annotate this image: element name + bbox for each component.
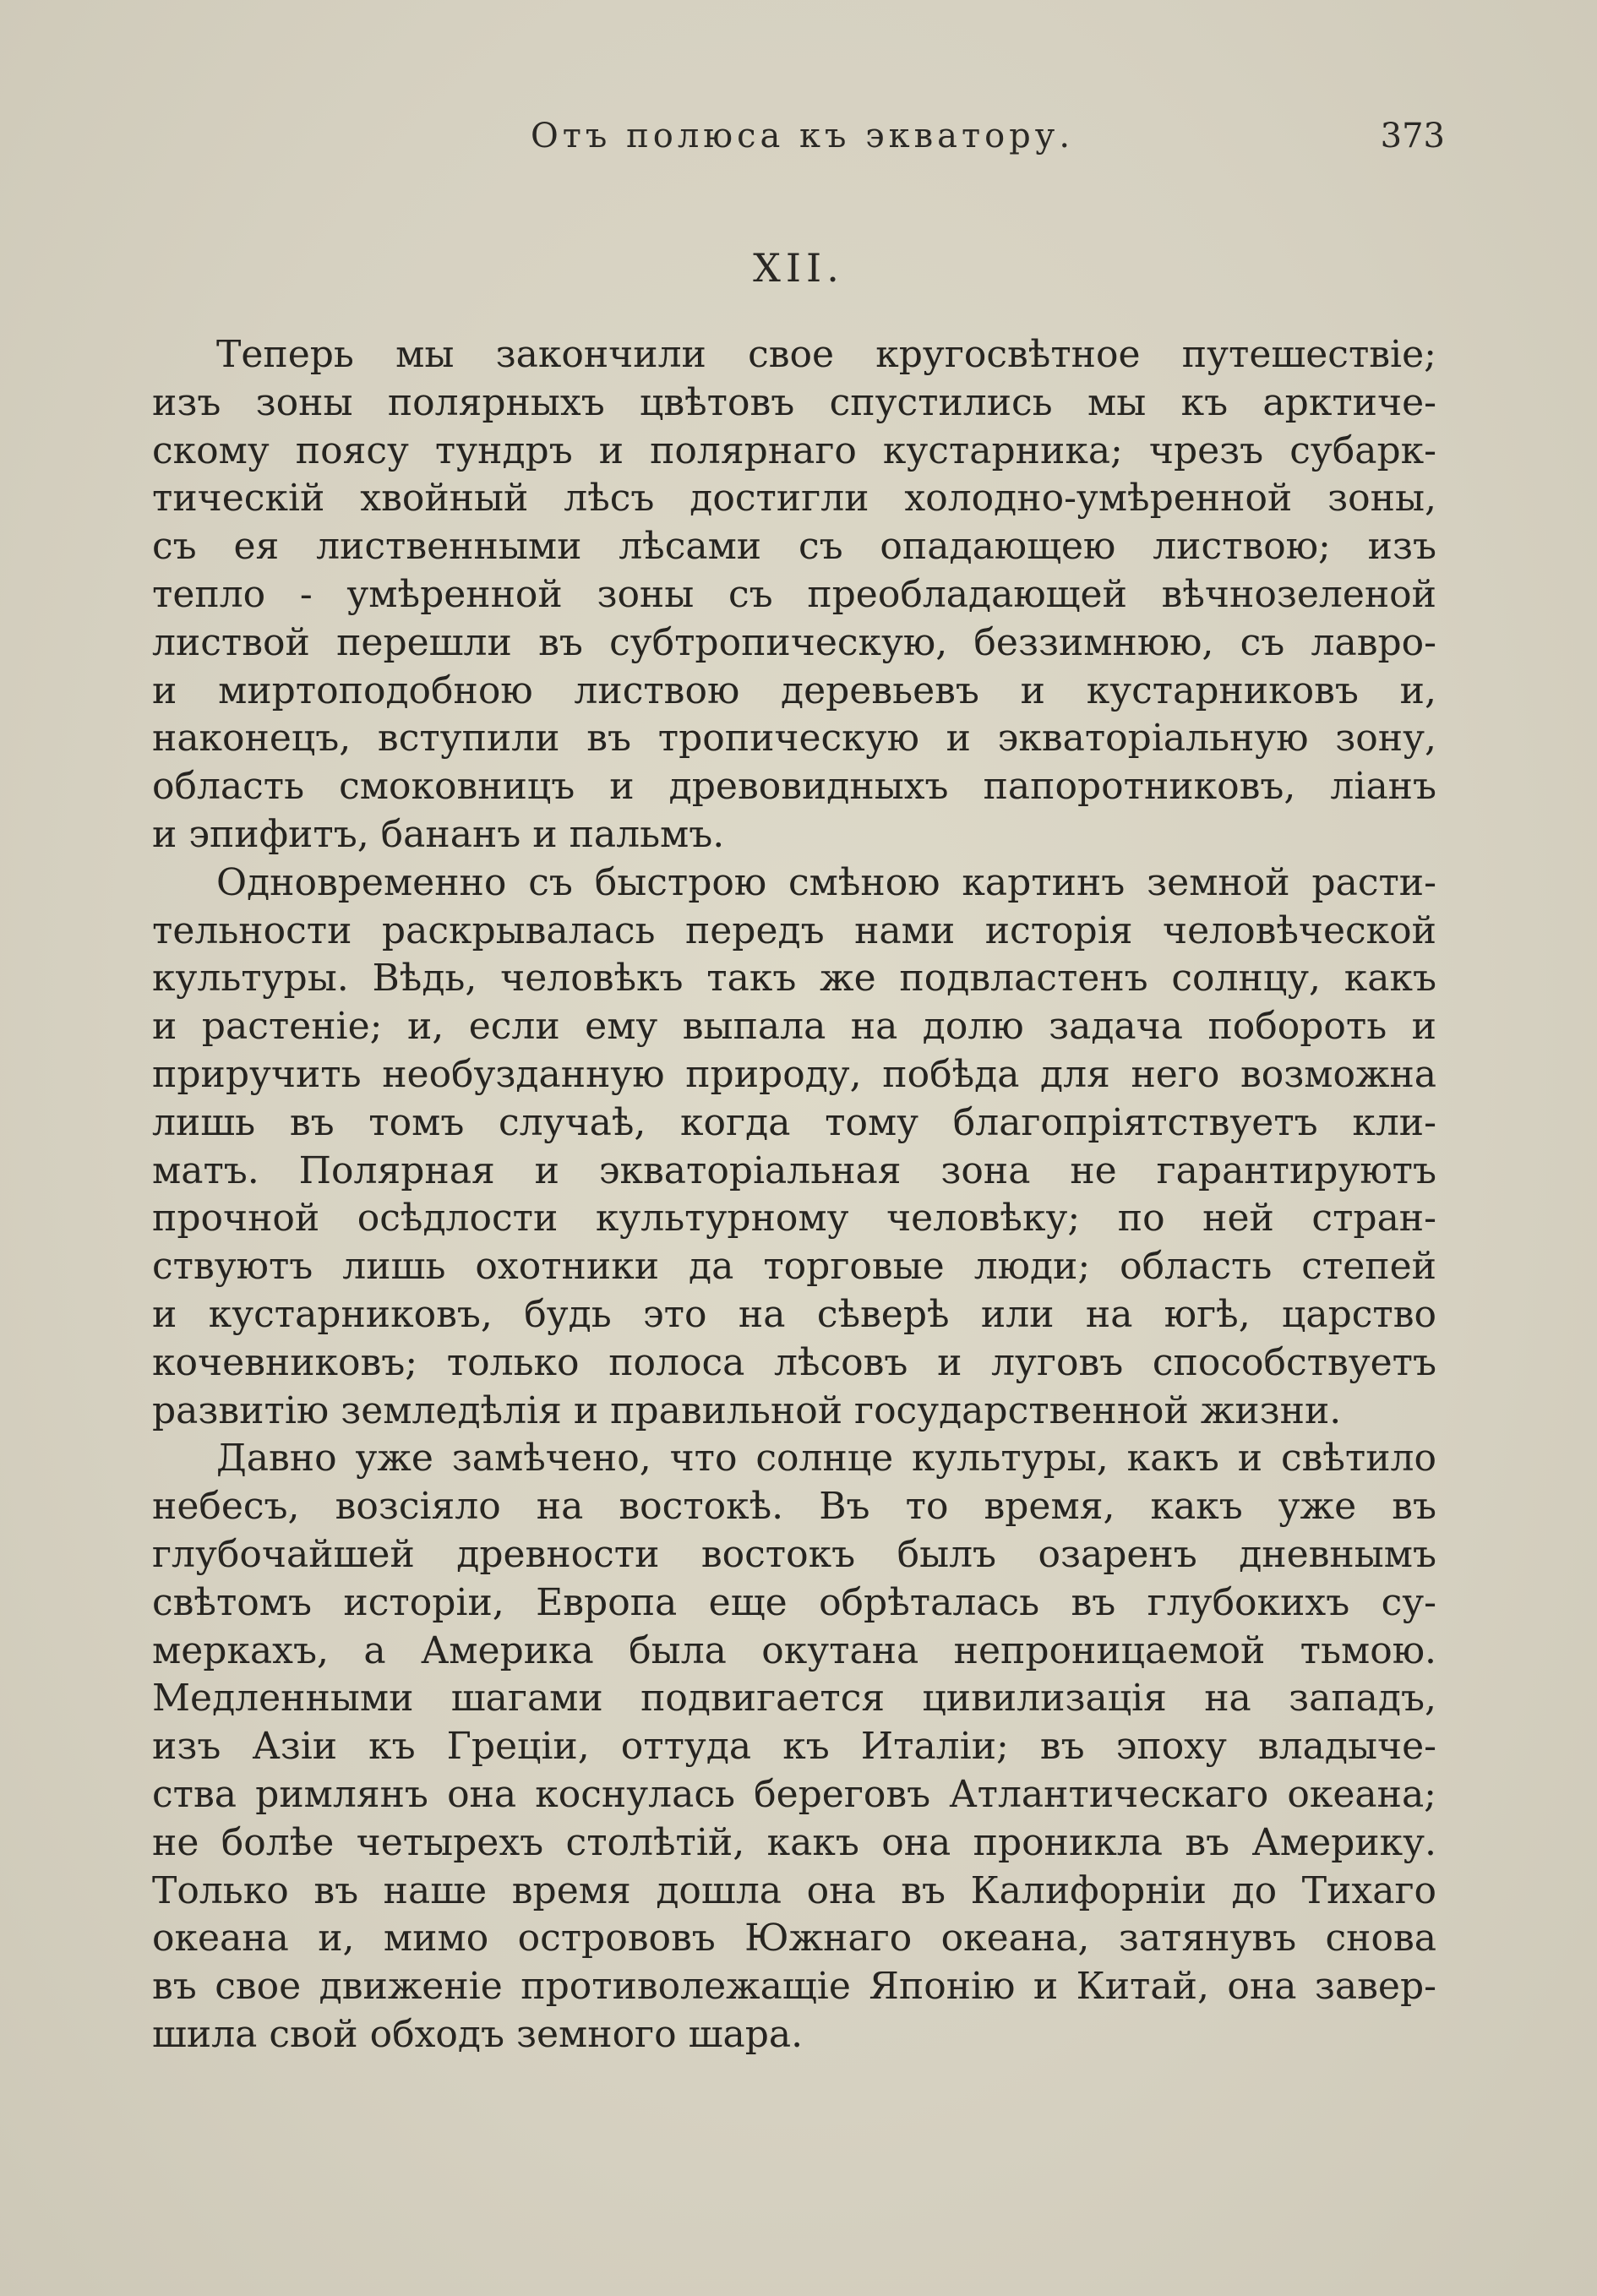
- text-line: и эпифитъ, бананъ и пальмъ.: [152, 812, 725, 856]
- paragraph-3: [152, 1435, 1436, 2059]
- text-line: развитію земледѣлія и правильной государственной жизни.: [152, 1388, 1342, 1432]
- text-line: глубочайшей древности востокъ былъ озаренъ дневнымъ: [152, 1532, 1436, 1576]
- text-line: Одновременно съ быстрою смѣною картинъ земной расти-: [216, 860, 1436, 904]
- text-line: и растеніе; и, если ему выпала на долю задача побороть и: [152, 1005, 1436, 1049]
- chapter-title: XII.: [753, 245, 844, 291]
- text-line: приручить необузданную природу, побѣда для него возможна: [152, 1052, 1436, 1096]
- body-text: [152, 331, 1436, 2059]
- text-line: матъ. Полярная и экваторіальная зона не гарантируютъ: [152, 1148, 1436, 1192]
- text-line: Только въ наше время дошла она въ Калифорніи до Тихаго: [152, 1868, 1436, 1912]
- text-line: наконецъ, вступили въ тропическую и экваторіальную зону,: [152, 717, 1436, 761]
- text-line: и кустарниковъ, будь это на сѣверѣ или на югѣ, царство: [152, 1292, 1436, 1336]
- text-line: тическій хвойный лѣсъ достигли холодно-умѣренной зоны,: [152, 477, 1436, 521]
- text-line: тельности раскрывалась передъ нами исторія человѣческой: [152, 908, 1436, 952]
- text-line: ства римлянъ она коснулась береговъ Атлантическаго океана;: [152, 1772, 1436, 1816]
- text-line: Теперь мы закончили свое кругосвѣтное путешествіе;: [216, 333, 1436, 376]
- text-line: Давно уже замѣчено, что солнце культуры, какъ и свѣтило: [216, 1437, 1436, 1481]
- text-line: въ свое движеніе противолежащіе Японію и Китай, она завер-: [152, 1965, 1436, 2009]
- text-line: прочной осѣдлости культурному человѣку; по ней стран-: [152, 1197, 1436, 1241]
- text-line: ствуютъ лишь охотники да торговые люди; область степей: [152, 1245, 1436, 1289]
- text-line: область смоковницъ и древовидныхъ папоротниковъ, ліанъ: [152, 765, 1436, 809]
- paragraph-2: [152, 859, 1436, 1436]
- text-line: океана и, мимо острововъ Южнаго океана, затянувъ снова: [152, 1917, 1436, 1961]
- text-line: меркахъ, а Америка была окутана непроницаемой тьмою.: [152, 1628, 1436, 1672]
- text-line: небесъ, возсіяло на востокѣ. Въ то время, какъ уже въ: [152, 1485, 1436, 1529]
- text-line: скому поясу тундръ и полярнаго кустарника; чрезъ субарк-: [152, 428, 1436, 472]
- page-number: 373: [1380, 117, 1445, 155]
- paragraph-1: [152, 331, 1436, 859]
- text-line: съ ея лиственными лѣсами съ опадающею листвою; изъ: [152, 525, 1436, 569]
- text-line: и миртоподобною листвою деревьевъ и кустарниковъ и,: [152, 668, 1436, 712]
- text-line: не болѣе четырехъ столѣтій, какъ она проникла въ Америку.: [152, 1820, 1436, 1864]
- text-line: культуры. Вѣдь, человѣкъ такъ же подвластенъ солнцу, какъ: [152, 957, 1436, 1001]
- text-line: лишь въ томъ случаѣ, когда тому благопріятствуетъ кли-: [152, 1100, 1436, 1144]
- text-line: тепло - умѣренной зоны съ преобладающей вѣчнозеленой: [152, 572, 1436, 616]
- text-line: шила свой обходъ земного шара.: [152, 2012, 804, 2056]
- text-line: изъ зоны полярныхъ цвѣтовъ спустились мы къ арктиче-: [152, 380, 1436, 424]
- running-header: [152, 117, 1445, 167]
- text-line: свѣтомъ исторіи, Европа еще обрѣталась въ глубокихъ су-: [152, 1580, 1436, 1624]
- text-line: изъ Азіи къ Греціи, оттуда къ Италіи; въ эпоху владыче-: [152, 1725, 1436, 1769]
- text-line: Медленными шагами подвигается цивилизація на западъ,: [152, 1677, 1436, 1721]
- text-line: кочевниковъ; только полоса лѣсовъ и луговъ способствуетъ: [152, 1340, 1436, 1384]
- running-title: Отъ полюса къ экватору.: [531, 117, 1075, 155]
- text-line: листвой перешли въ субтропическую, беззимнюю, съ лавро-: [152, 620, 1436, 664]
